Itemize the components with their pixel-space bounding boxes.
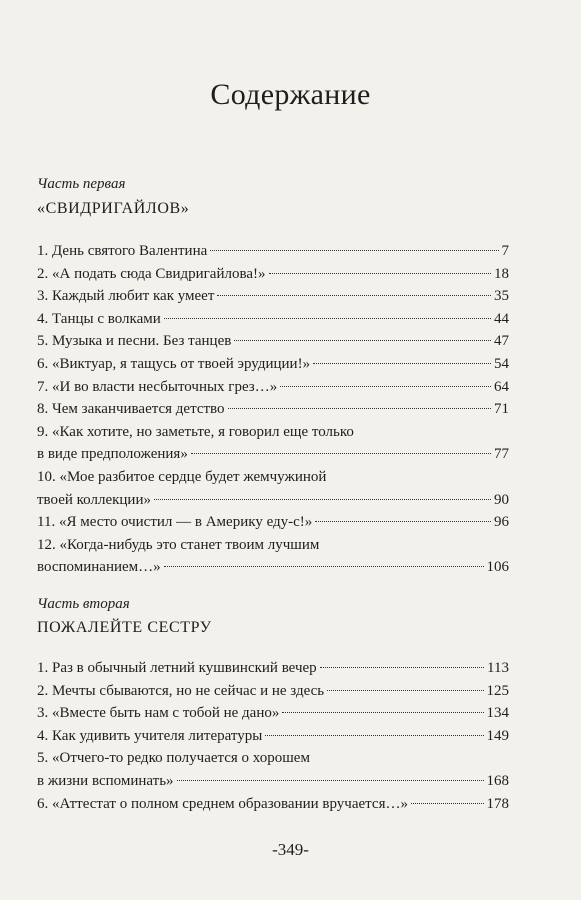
toc-entry-page-number: 64	[494, 378, 509, 395]
toc-entry[interactable]	[37, 534, 509, 579]
toc-entry-title-line: 5. «Отчего-то редко получается о хорошем	[37, 750, 310, 767]
toc-entry-row	[37, 285, 509, 308]
page-title: Содержание	[210, 78, 371, 111]
toc-entry-title-line: 2. Мечты сбываются, но не сейчас и не здесь	[37, 682, 325, 699]
toc-entry[interactable]	[37, 702, 509, 725]
toc-entry-page-number: 18	[494, 265, 509, 282]
toc-entry[interactable]	[37, 421, 509, 466]
dot-leader	[191, 453, 491, 454]
toc-entry[interactable]	[37, 747, 509, 792]
toc-entry-row	[37, 308, 509, 331]
toc-entry-title-line: воспоминанием…»	[37, 559, 161, 576]
toc-entry[interactable]	[37, 353, 509, 376]
dot-leader	[282, 712, 483, 713]
toc-entry-page-number: 71	[494, 401, 509, 418]
toc-entry[interactable]	[37, 330, 509, 353]
toc-entry-title-line: 12. «Когда-нибудь это станет твоим лучшим	[37, 536, 320, 553]
toc-entry-title-line: 1. День святого Валентина	[37, 243, 208, 259]
toc-entry-page-number: 47	[494, 333, 509, 350]
toc-entry-page-number: 7	[501, 243, 509, 259]
dot-leader	[280, 386, 491, 387]
toc-entry-title-line: 6. «Виктуар, я тащусь от твоей эрудиции!»	[37, 355, 311, 372]
dot-leader	[265, 735, 483, 736]
toc-entry-row	[37, 511, 509, 534]
toc-entry-row	[37, 353, 509, 376]
toc-entry-page-number: 106	[486, 559, 509, 576]
dot-leader	[315, 521, 491, 522]
toc-entry-title-line: 3. Каждый любит как умеет	[37, 288, 215, 305]
toc-entry-page-number: 168	[486, 772, 509, 789]
toc-entry-row	[37, 725, 509, 748]
part-2-title: ПОЖАЛЕЙТЕ СЕСТРУ	[37, 619, 212, 636]
toc-entry-title-line: в виде предположения»	[37, 446, 188, 463]
toc-entry-title-line: 3. «Вместе быть нам с тобой не дано»	[37, 705, 280, 722]
part-1-title: «СВИДРИГАЙЛОВ»	[37, 200, 190, 217]
toc-entry[interactable]	[37, 680, 509, 703]
toc-entry-row	[37, 770, 509, 793]
toc-entry-title-line: 1. Раз в обычный летний кушвинский вечер	[37, 660, 317, 676]
toc-entry-title-line: 4. Как удивить учителя литературы	[37, 727, 263, 744]
toc-entry-title-line: 2. «А подать сюда Свидригайлова!»	[37, 265, 266, 282]
toc-entry[interactable]	[37, 793, 509, 816]
dot-leader	[164, 318, 491, 319]
toc-entry-title-line: 5. Музыка и песни. Без танцев	[37, 333, 232, 350]
toc-entry-row	[37, 263, 509, 286]
dot-leader	[411, 803, 484, 804]
toc-entry-row	[37, 443, 509, 466]
toc-entry-page-number: 35	[494, 288, 509, 305]
toc-entry-row	[37, 680, 509, 703]
toc-entry-page-number: 178	[486, 795, 509, 812]
toc-entry-title-line: 4. Танцы с волками	[37, 310, 161, 327]
toc-entry[interactable]	[37, 240, 509, 263]
toc-entry-page-number: 134	[486, 705, 509, 722]
toc-entry-title-line: в жизни вспоминать»	[37, 772, 174, 789]
dot-leader	[234, 340, 491, 341]
toc-entry-row	[37, 793, 509, 816]
dot-leader	[154, 499, 491, 500]
toc-entry-title-line: твоей коллекции»	[37, 491, 151, 508]
toc-entry-title-line: 8. Чем заканчивается детство	[37, 401, 225, 418]
dot-leader	[320, 667, 484, 668]
part-1-toc	[37, 240, 509, 579]
toc-entry-row	[37, 330, 509, 353]
toc-entry-page-number: 149	[486, 727, 509, 744]
part-2-toc	[37, 657, 509, 815]
dot-leader	[217, 295, 491, 296]
toc-entry-title-line: 11. «Я место очистил — в Америку еду-с!»	[37, 514, 313, 531]
toc-entry-title-line: 10. «Мое разбитое сердце будет жемчужиной	[37, 468, 327, 485]
dot-leader	[228, 408, 491, 409]
toc-entry-row	[37, 489, 509, 512]
toc-entry[interactable]	[37, 376, 509, 399]
dot-leader	[327, 690, 483, 691]
dot-leader	[164, 566, 484, 567]
toc-entry-page-number: 125	[486, 682, 509, 699]
dot-leader	[210, 250, 498, 251]
toc-entry-page-number: 90	[494, 491, 509, 508]
toc-entry[interactable]	[37, 285, 509, 308]
toc-entry-row	[37, 556, 509, 579]
toc-entry[interactable]	[37, 511, 509, 534]
toc-entry-title-line: 7. «И во власти несбыточных грез…»	[37, 378, 278, 395]
toc-entry-page-number: 113	[487, 660, 509, 676]
toc-entry[interactable]	[37, 398, 509, 421]
toc-entry-page-number: 44	[494, 310, 509, 327]
toc-entry-row	[37, 657, 509, 680]
toc-entry-title-line: 6. «Аттестат о полном среднем образовании вручается…»	[37, 795, 408, 812]
toc-entry-page-number: 77	[494, 446, 509, 463]
toc-entry-row	[37, 702, 509, 725]
toc-entry[interactable]	[37, 466, 509, 511]
toc-entry[interactable]	[37, 308, 509, 331]
toc-entry-title-line: 9. «Как хотите, но заметьте, я говорил еще только	[37, 423, 354, 440]
dot-leader	[177, 780, 484, 781]
part-1-label: Часть первая	[37, 176, 126, 192]
dot-leader	[313, 363, 491, 364]
toc-entry-page-number: 54	[494, 355, 509, 372]
toc-entry-row	[37, 376, 509, 399]
toc-entry[interactable]	[37, 657, 509, 680]
toc-entry-row	[37, 398, 509, 421]
toc-entry-page-number: 96	[494, 514, 509, 531]
page-number: -349-	[272, 840, 309, 859]
part-2-label: Часть вторая	[37, 596, 130, 612]
toc-entry-row	[37, 240, 509, 263]
toc-entry[interactable]	[37, 725, 509, 748]
toc-entry[interactable]	[37, 263, 509, 286]
dot-leader	[269, 273, 491, 274]
